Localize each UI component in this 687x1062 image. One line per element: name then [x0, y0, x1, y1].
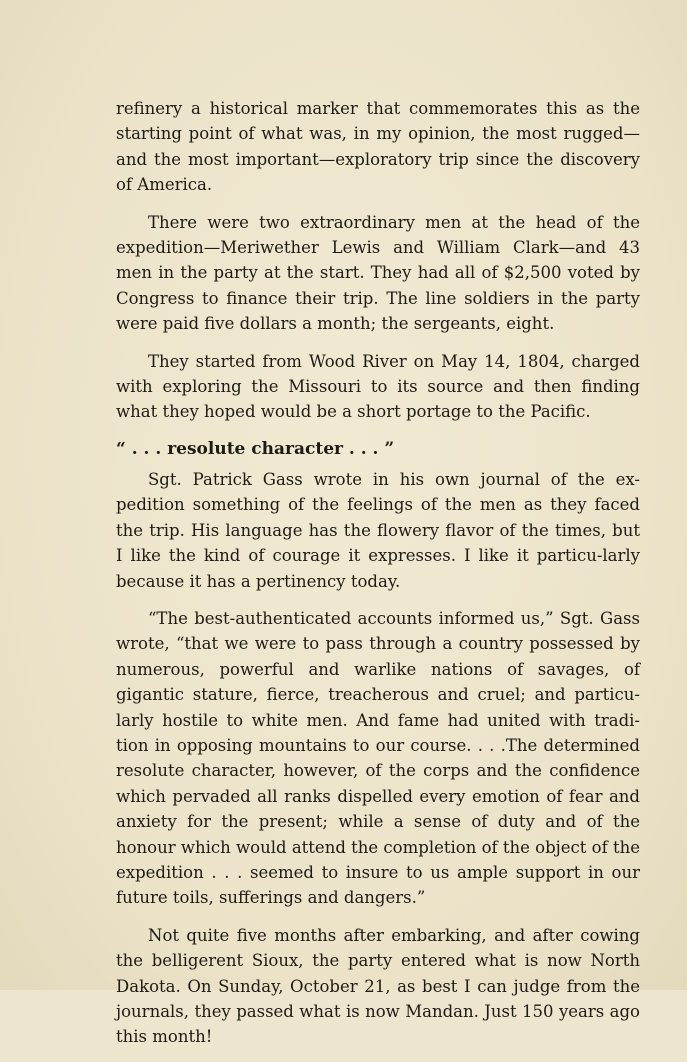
paragraph-gass-quote: “The best-authenticated accounts informed us,” Sgt. Gass wrote, “that we were to pass through a country possessed by numerous, powerful and warlike nations of savages, of gigantic stature, fierce, treacherous and cruel; and particu-larly hostile to white men. And fame had united with tradi-tion in opposing mountains to our course. . . .The determined resolute character, however, of the corps and the confidence which pervaded all ranks dispelled every emotion of fear and anxiety for the present; while a sense of duty and of the honour which would attend the completion of the object of the expedition . . . seemed to insure to us ample support in our future toils, sufferings and dangers.”	[116, 608, 640, 908]
section-heading: “ . . . resolute character . . . ”	[116, 438, 395, 459]
text-body	[116, 96, 640, 1062]
paragraph-departure: They started from Wood River on May 14, 1804, charged with exploring the Missouri to its source and then finding what they hoped would be a short portage to the Pacific.	[116, 351, 640, 422]
paragraph-gass-journal: Sgt. Patrick Gass wrote in his own journal of the ex-pedition something of the feelings of the men as they faced the trip. His language has the flowery flavor of the times, but I like the kind of courage it expresses. I like it particu-larly because it has a pertinency today.	[116, 469, 640, 591]
paragraph-marker: refinery a historical marker that commemorates this as the starting point of what was, in my opinion, the most rugged— and the most important—exploratory trip since the discovery of America.	[116, 99, 640, 195]
paragraph-north-dakota: Not quite five months after embarking, and after cowing the belligerent Sioux, the party entered what is now North Dakota. On Sunday, October 21, as best I can judge from the journals, they passed what is now Mandan. Just 150 years ago this month!	[116, 925, 640, 1047]
paragraph-expedition-leaders: There were two extraordinary men at the head of the expedition—Meriwether Lewis and William Clark—and 43 men in the party at the start. They had all of $2,500 voted by Congress to finance their trip. The line soldiers in the party were paid five dollars a month; the sergeants, eight.	[116, 212, 640, 334]
